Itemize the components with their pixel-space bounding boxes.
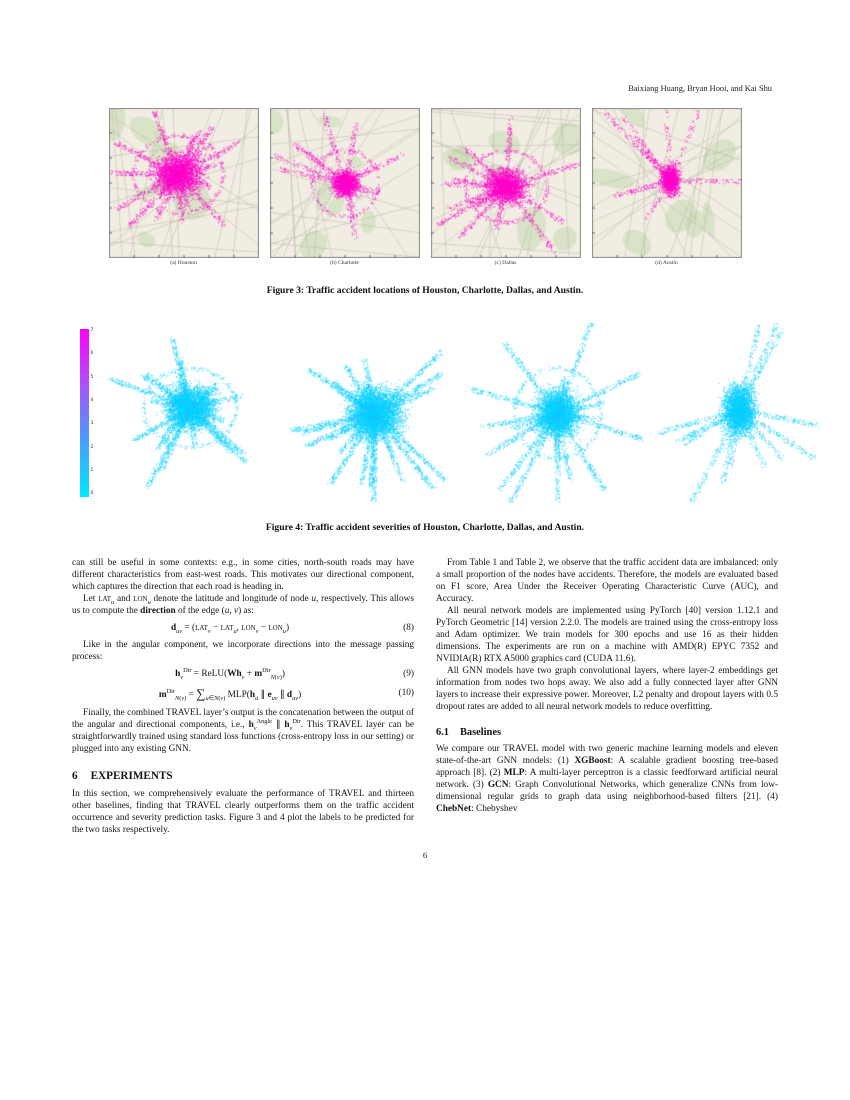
charlotte-severity-map	[289, 323, 461, 503]
figure-4	[0, 323, 850, 533]
colorbar-tick: 7	[90, 328, 94, 333]
paragraph: Let lat$_u$ and lon$_u$ denote the latitude and longitude of node u, respectively. This allows us to compute the direction of the edge (u, v) as:	[72, 593, 414, 616]
paragraph: Like in the angular component, we incorporate directions into the message passing process:	[72, 639, 414, 662]
paragraph: In this section, we comprehensively evaluate the performance of TRAVEL and thirteen other baselines, finding that TRAVEL clearly outperforms them on the traffic accident occurrence and severity prediction tasks. Figure 3 and 4 plot the labels to be predicted for the two tasks respectively.	[72, 789, 414, 835]
panel-label-charlotte: (b) Charlotte	[330, 260, 359, 266]
paragraph: can still be useful in some contexts: e.g., in some cities, north-south roads may have different characteristics from east-west roads. This motivates our directional component, which captures the direction that each road is heading in.	[72, 558, 414, 592]
figure3-caption: Figure 3: Traffic accident locations of Houston, Charlotte, Dallas, and Austin.	[266, 285, 584, 296]
equation-8-body: $d_{uv} = (lat_v - lat_u$, lon$_v$ − lon$_u$)	[170, 622, 290, 635]
equation-10	[72, 686, 414, 703]
colorbar-tick: 4	[90, 398, 94, 404]
right-column	[436, 558, 778, 837]
map-panel-dallas	[431, 108, 581, 266]
paragraph: From Table 1 and Table 2, we observe that the traffic accident data are imbalanced: only a small proportion of the nodes have accidents. Therefore, the models are evaluated based on F1 score, Area Under the Receiver Operating Characteristic Curve (AUC), and Accuracy.	[436, 558, 778, 604]
subsection-title: Baselines	[460, 726, 501, 738]
colorbar-tick: 1	[90, 468, 94, 474]
figure-3	[0, 108, 850, 296]
panel-label-dallas: (c) Dallas	[494, 260, 517, 266]
charlotte-accident-map	[270, 108, 420, 258]
colorbar-tick: 3	[90, 421, 94, 427]
left-column	[72, 558, 414, 837]
body-columns	[72, 558, 778, 837]
colorbar-gradient	[80, 329, 89, 497]
colorbar-tick: 6	[90, 351, 94, 357]
figure4-panels	[0, 323, 850, 503]
header-authors: Baixiang Huang, Bryan Hooi, and Kai Shu	[628, 84, 772, 93]
map-panel-charlotte	[270, 108, 420, 266]
colorbar-tick: 2	[90, 444, 94, 450]
dallas-severity-map	[471, 323, 643, 503]
map-panel-houston	[109, 108, 259, 266]
colorbar-tick-labels	[91, 329, 94, 497]
houston-accident-map	[109, 108, 259, 258]
austin-accident-map	[592, 108, 742, 258]
paragraph: All GNN models have two graph convolutional layers, where layer-2 embeddings get information from nodes two hops away. We also add a fully connected layer after GNN layers to increase their expressive power. Moreover, L2 penalty and dropout layers with 0.5 dropout rates are added to all neural network models to reduce overfitting.	[436, 665, 778, 712]
equation-9-number: (9)	[403, 668, 414, 679]
equation-10-number: (10)	[398, 688, 414, 699]
panel-label-austin: (d) Austin	[655, 260, 678, 266]
paragraph: We compare our TRAVEL model with two generic machine learning models and eleven state-of-the-art GNN models: (1) XGBoost: A scalable gradient boosting tree-based approach [8]. (2) MLP: A multi-layer perceptron is a classic feedforward artificial neural network. (3) GCN: Graph Convolutional Networks, which generalize CNNs from low-dimensional regular grids to graph data using neighborhood-based filters [21]. (4) ChebNet: Chebyshev	[436, 744, 779, 815]
page-number: 6	[422, 849, 428, 860]
dallas-accident-map	[431, 108, 581, 258]
subsection-number: 6.1	[436, 726, 449, 738]
figure4-caption: Figure 4: Traffic accident severities of Houston, Charlotte, Dallas, and Austin.	[265, 522, 585, 533]
equation-9-body: $h_v^{Dir}$ = $ReLU(Wh_v + m^{Dir}_{N(v)})$	[175, 666, 285, 681]
equation-9	[72, 666, 414, 681]
section-6-1-heading	[436, 726, 778, 739]
colorbar-tick: 0	[90, 491, 94, 497]
section-number: 6	[72, 769, 78, 782]
equation-8-number: (8)	[403, 622, 414, 633]
paragraph: Finally, the combined TRAVEL layer’s output is the concatenation between the output of the angular and directional components, i.e., $h_v^{Angle}$ ∥ $h_v^{Dir}$. This TRAVEL layer can be straightforwardly trained using standard loss functions (cross-entropy loss in our setting) or plugged into any existing GNN.	[72, 707, 415, 754]
equation-10-body: $m^{Dir}_{N(v)} = \sum_{u\in N(v)}$ $MLP(h_u$ ∥ $e_{uv}$ ∥ $d_{uv}$)	[158, 685, 302, 702]
section-6-heading	[72, 769, 414, 783]
figure3-panels	[0, 108, 850, 266]
houston-severity-map	[107, 323, 279, 503]
panel-label-houston: (a) Houston	[170, 260, 197, 266]
austin-severity-map	[653, 323, 825, 503]
paragraph: All neural network models are implemented using PyTorch [40] version 1.12.1 and PyTorch Geometric [14] version 2.2.0. The models are trained using the cross-entropy loss and Adam optimizer. We train models for 300 epochs and use 16 as their hidden dimensions. The experiments are run on a machine with AMD(R) EPYC 7352 and NVIDIA(R) RTX A5000 graphics card (CUDA 11.6).	[436, 605, 778, 664]
colorbar-tick: 5	[90, 374, 94, 380]
equation-8	[72, 623, 414, 635]
map-panel-austin	[592, 108, 742, 266]
section-title: EXPERIMENTS	[90, 769, 173, 782]
severity-colorbar	[80, 329, 93, 497]
